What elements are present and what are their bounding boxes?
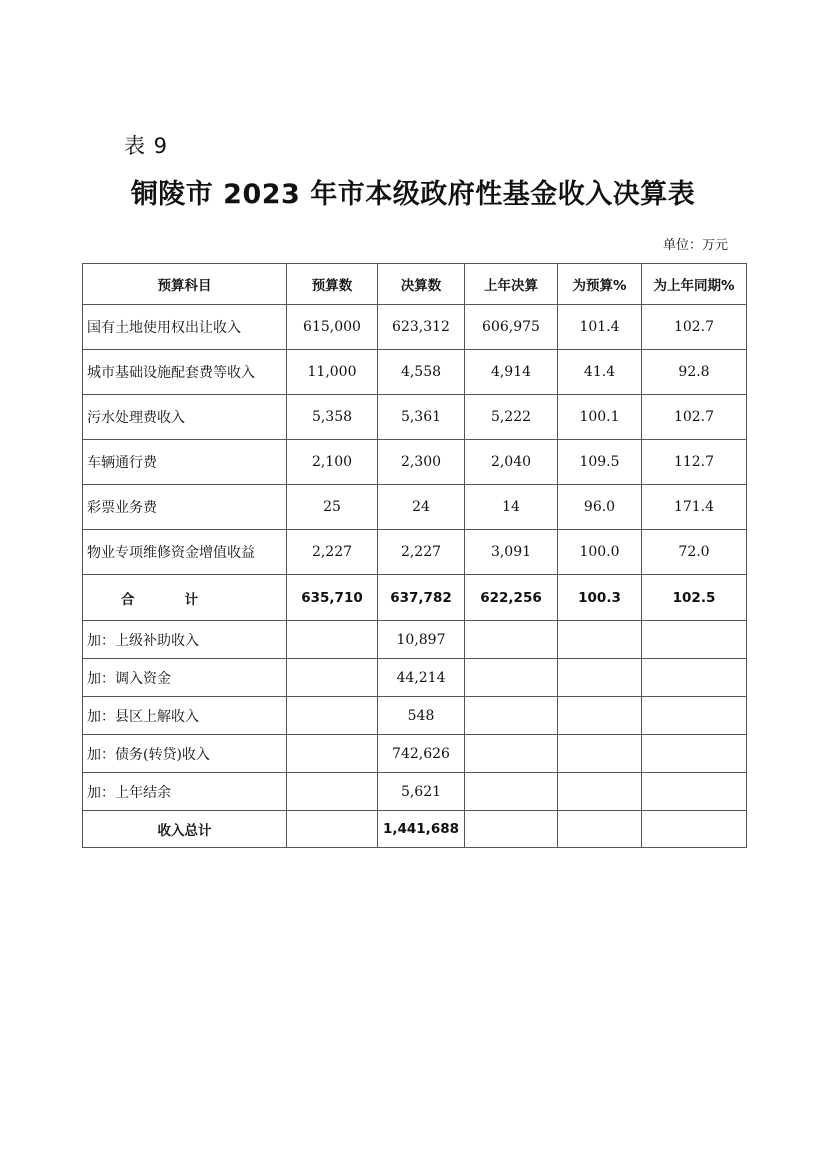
grand-total-pct-budget-cell (558, 811, 642, 848)
budget-cell: 11,000 (287, 350, 378, 395)
budget-cell (287, 659, 378, 697)
row-name-cell: 城市基础设施配套费等收入 (83, 350, 287, 395)
pct-prior-cell (642, 621, 747, 659)
row-name-cell: 车辆通行费 (83, 440, 287, 485)
pct-prior-cell: 102.7 (642, 305, 747, 350)
pct-budget-cell (558, 621, 642, 659)
grand-total-row (83, 811, 747, 848)
revenue-table (82, 263, 747, 848)
budget-cell (287, 735, 378, 773)
budget-cell (287, 697, 378, 735)
prior-year-cell (465, 659, 558, 697)
grand-total-prior-year-cell (465, 811, 558, 848)
pct-budget-cell: 41.4 (558, 350, 642, 395)
pct-budget-cell: 100.1 (558, 395, 642, 440)
pct-prior-cell: 112.7 (642, 440, 747, 485)
pct-budget-cell: 109.5 (558, 440, 642, 485)
row-name-cell: 加：调入资金 (83, 659, 287, 697)
table-row (83, 530, 747, 575)
prior-year-cell (465, 773, 558, 811)
total-final-cell: 637,782 (378, 575, 465, 621)
pct-budget-cell (558, 697, 642, 735)
budget-cell: 25 (287, 485, 378, 530)
final-cell: 5,621 (378, 773, 465, 811)
row-name-cell: 加：上级补助收入 (83, 621, 287, 659)
grand-total-label-cell: 收入总计 (83, 811, 287, 848)
final-cell: 2,227 (378, 530, 465, 575)
pct-budget-cell: 101.4 (558, 305, 642, 350)
additional-row (83, 735, 747, 773)
column-header: 决算数 (378, 264, 465, 305)
pct-prior-cell (642, 735, 747, 773)
pct-budget-cell: 100.0 (558, 530, 642, 575)
final-cell: 742,626 (378, 735, 465, 773)
grand-total-budget-cell (287, 811, 378, 848)
pct-prior-cell: 171.4 (642, 485, 747, 530)
prior-year-cell (465, 621, 558, 659)
budget-cell (287, 773, 378, 811)
row-name-cell: 国有土地使用权出让收入 (83, 305, 287, 350)
total-budget-cell: 635,710 (287, 575, 378, 621)
prior-year-cell: 3,091 (465, 530, 558, 575)
final-cell: 44,214 (378, 659, 465, 697)
total-label-cell: 合计 (83, 575, 287, 621)
budget-cell: 2,100 (287, 440, 378, 485)
column-header: 预算数 (287, 264, 378, 305)
prior-year-cell (465, 697, 558, 735)
final-cell: 24 (378, 485, 465, 530)
total-prior-year-cell: 622,256 (465, 575, 558, 621)
document-title: 铜陵市 2023 年市本级政府性基金收入决算表 (130, 179, 696, 210)
total-pct-prior-cell: 102.5 (642, 575, 747, 621)
table-row (83, 395, 747, 440)
pct-budget-cell (558, 735, 642, 773)
table-header-row (83, 264, 747, 305)
additional-row (83, 697, 747, 735)
pct-budget-cell (558, 659, 642, 697)
column-header: 为预算% (558, 264, 642, 305)
row-name-cell: 加：债务(转贷)收入 (83, 735, 287, 773)
grand-total-final-cell: 1,441,688 (378, 811, 465, 848)
pct-prior-cell (642, 659, 747, 697)
pct-budget-cell: 96.0 (558, 485, 642, 530)
row-name-cell: 彩票业务费 (83, 485, 287, 530)
prior-year-cell: 4,914 (465, 350, 558, 395)
additional-row (83, 659, 747, 697)
final-cell: 548 (378, 697, 465, 735)
budget-cell: 615,000 (287, 305, 378, 350)
final-cell: 4,558 (378, 350, 465, 395)
table-row (83, 440, 747, 485)
final-cell: 623,312 (378, 305, 465, 350)
final-cell: 2,300 (378, 440, 465, 485)
column-header: 预算科目 (83, 264, 287, 305)
table-number-label: 表 9 (124, 134, 169, 158)
row-name-cell: 加：上年结余 (83, 773, 287, 811)
additional-row (83, 621, 747, 659)
budget-cell (287, 621, 378, 659)
pct-prior-cell (642, 697, 747, 735)
prior-year-cell: 14 (465, 485, 558, 530)
column-header: 为上年同期% (642, 264, 747, 305)
grand-total-pct-prior-cell (642, 811, 747, 848)
table-row (83, 350, 747, 395)
final-cell: 10,897 (378, 621, 465, 659)
unit-note: 单位：万元 (662, 238, 728, 253)
pct-prior-cell: 72.0 (642, 530, 747, 575)
final-cell: 5,361 (378, 395, 465, 440)
pct-prior-cell: 92.8 (642, 350, 747, 395)
row-name-cell: 污水处理费收入 (83, 395, 287, 440)
pct-prior-cell: 102.7 (642, 395, 747, 440)
table-row (83, 305, 747, 350)
additional-row (83, 773, 747, 811)
budget-cell: 2,227 (287, 530, 378, 575)
prior-year-cell (465, 735, 558, 773)
pct-budget-cell (558, 773, 642, 811)
row-name-cell: 物业专项维修资金增值收益 (83, 530, 287, 575)
column-header: 上年决算 (465, 264, 558, 305)
total-pct-budget-cell: 100.3 (558, 575, 642, 621)
prior-year-cell: 5,222 (465, 395, 558, 440)
budget-cell: 5,358 (287, 395, 378, 440)
total-row (83, 575, 747, 621)
pct-prior-cell (642, 773, 747, 811)
prior-year-cell: 606,975 (465, 305, 558, 350)
prior-year-cell: 2,040 (465, 440, 558, 485)
table-row (83, 485, 747, 530)
row-name-cell: 加：县区上解收入 (83, 697, 287, 735)
